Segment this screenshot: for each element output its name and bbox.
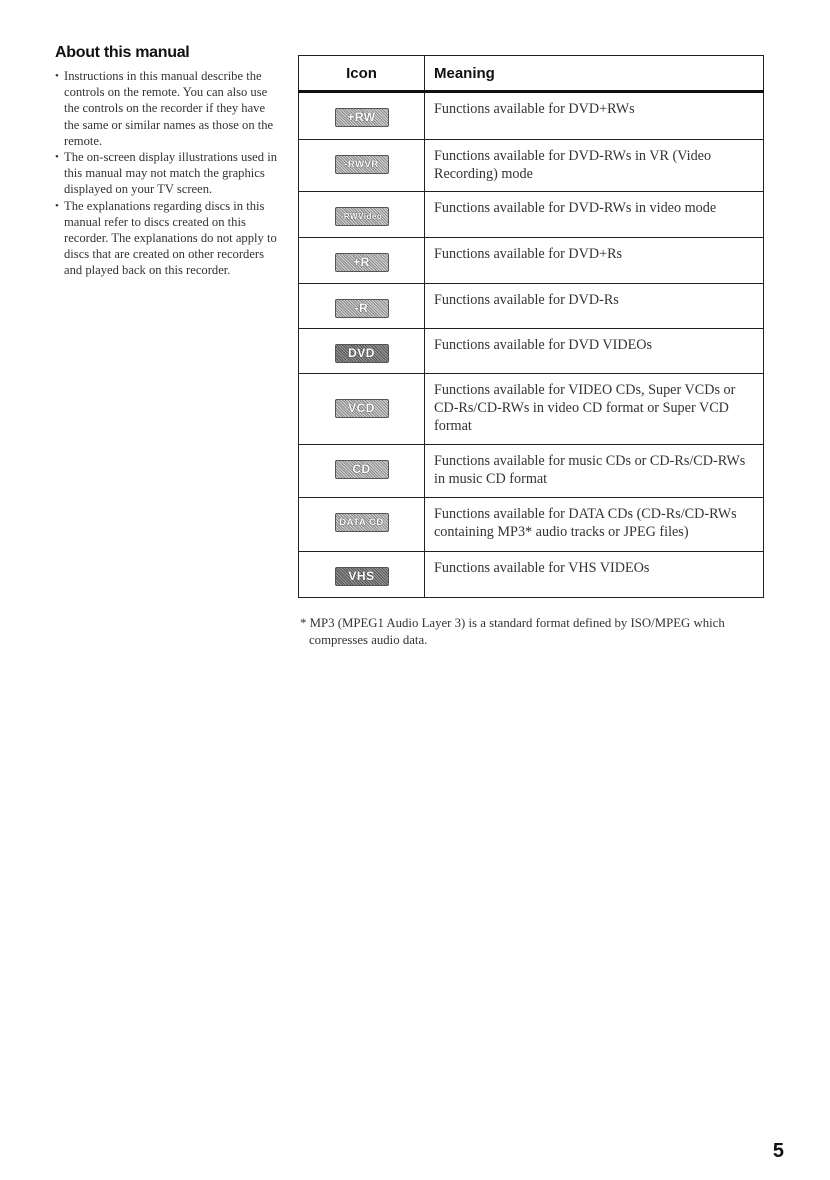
table-row [299, 238, 764, 284]
table-row [299, 140, 764, 192]
meaning-text: Functions available for DVD-RWs in VR (Video Recording) mode [425, 140, 764, 192]
table-row [299, 374, 764, 445]
meaning-text: Functions available for DVD-RWs in video mode [425, 192, 764, 238]
mp3-footnote: * MP3 (MPEG1 Audio Layer 3) is a standard format defined by ISO/MPEG which compresses audio data. [300, 616, 725, 647]
table-row [299, 192, 764, 238]
table-row [299, 445, 764, 498]
meaning-text: Functions available for DVD+Rs [425, 238, 764, 284]
table-row [299, 552, 764, 598]
dvd-video-icon: DVD [335, 344, 389, 363]
vhs-icon: VHS [335, 567, 389, 586]
music-cd-icon: CD [335, 460, 389, 479]
page-number: 5 [772, 1140, 784, 1162]
meaning-text: Functions available for VIDEO CDs, Super VCDs or CD-Rs/CD-RWs in video CD format or Super VCD format [425, 374, 764, 445]
dvd-minus-r-icon: -R [335, 299, 389, 318]
video-cd-icon: VCD [335, 399, 389, 418]
table-row [299, 498, 764, 552]
table-header-row [299, 56, 764, 92]
table-row [299, 92, 764, 140]
dvd-plus-rw-icon: +RW [335, 108, 389, 127]
meaning-column-header: Meaning [425, 56, 764, 92]
bullet-item: • The on-screen display illustrations used in this manual may not match the graphics displayed on your TV screen. [55, 149, 280, 198]
bullet-item: • The explanations regarding discs in this manual refer to discs created on this recorder. The explanations do not apply to discs that are created on other recorders and played back on this recorder. [55, 198, 280, 279]
table-row [299, 284, 764, 329]
icon-table [298, 55, 764, 598]
meaning-text: Functions available for VHS VIDEOs [425, 552, 764, 598]
section-title: About this manual [55, 44, 190, 61]
meaning-text: Functions available for DVD VIDEOs [425, 329, 764, 374]
icon-table-container [298, 55, 764, 598]
meaning-text: Functions available for music CDs or CD-Rs/CD-RWs in music CD format [425, 445, 764, 498]
dvd-minus-rw-vr-icon: -RWVR [335, 155, 389, 174]
table-row [299, 329, 764, 374]
dvd-plus-r-icon: +R [335, 253, 389, 272]
meaning-text: Functions available for DVD-Rs [425, 284, 764, 329]
data-cd-icon: DATA CD [335, 513, 389, 532]
icon-column-header: Icon [299, 56, 425, 92]
meaning-text: Functions available for DVD+RWs [425, 92, 764, 140]
bullet-item: • Instructions in this manual describe the controls on the remote. You can also use the controls on the recorder if they have the same or similar names as those on the remote. [55, 68, 280, 149]
about-bullet-list [55, 68, 280, 279]
dvd-minus-rw-video-icon: -RWVideo [335, 207, 389, 226]
meaning-text: Functions available for DATA CDs (CD-Rs/CD-RWs containing MP3* audio tracks or JPEG files) [425, 498, 764, 552]
about-section [55, 44, 280, 279]
